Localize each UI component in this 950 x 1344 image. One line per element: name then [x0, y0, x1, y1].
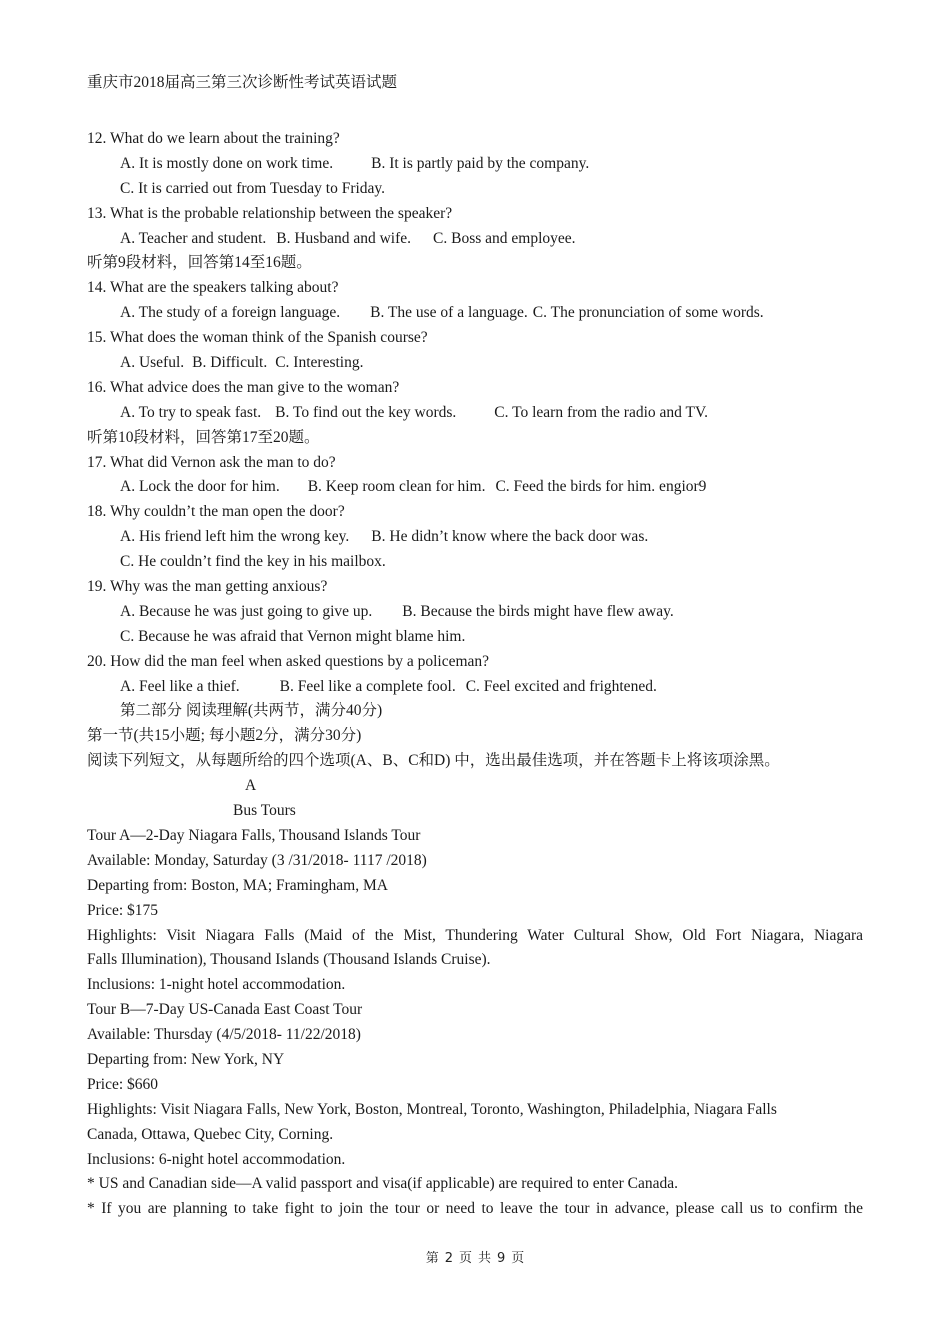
page-header: 重庆市2018届高三第三次诊断性考试英语试题	[87, 74, 398, 91]
question-12-option-c: C. It is carried out from Tuesday to Friday.	[120, 179, 386, 197]
option: B. Husband and wife.	[276, 229, 412, 247]
question-17-options	[87, 475, 863, 500]
option: A. The study of a foreign language.	[120, 304, 341, 322]
tour-a-highlights-line-2: Falls Illumination), Thousand Islands (Thousand Islands Cruise).	[87, 951, 491, 969]
tour-b-departing: Departing from: New York, NY	[87, 1050, 285, 1068]
question-15: 15. What does the woman think of the Spanish course?	[87, 329, 428, 347]
option: B. Feel like a complete fool.	[279, 677, 456, 695]
option: A. It is mostly done on work time.	[120, 154, 334, 172]
question-15-options	[87, 351, 863, 376]
option: C. Interesting.	[275, 354, 364, 372]
section-9-heading: 听第9段材料，回答第14至16题。	[87, 254, 312, 272]
current-page-number: 2	[444, 1251, 453, 1266]
question-14-options	[87, 301, 863, 326]
question-20-options	[87, 675, 863, 700]
option: A. Useful.	[120, 354, 185, 372]
option: C. The pronunciation of some words.	[532, 304, 764, 322]
question-19-option-c: C. Because he was afraid that Vernon might blame him.	[120, 627, 466, 645]
option: C. Boss and employee.	[433, 229, 576, 247]
option: B. The use of a language.	[370, 304, 528, 322]
option: B. It is partly paid by the company.	[371, 154, 590, 172]
section-1-heading: 第一节(共15小题; 每小题2分，满分30分)	[87, 727, 362, 745]
section-10-heading: 听第10段材料，回答第17至20题。	[87, 428, 320, 446]
option: B. Difficult.	[192, 354, 268, 372]
tour-b-highlights-line-1: Highlights: Visit Niagara Falls, New York, Boston, Montreal, Toronto, Washington, Philadelphia, Niagara Falls	[87, 1100, 777, 1118]
option: C. Feed the birds for him. engior9	[495, 478, 707, 496]
tour-b-price: Price: $660	[87, 1075, 159, 1093]
question-16: 16. What advice does the man give to the woman?	[87, 378, 400, 396]
option: A. Teacher and student.	[120, 229, 267, 247]
page-footer	[0, 1247, 950, 1266]
passage-label: A	[245, 777, 257, 795]
question-16-options	[87, 401, 863, 426]
option: A. His friend left him the wrong key.	[120, 528, 350, 546]
question-12-options	[87, 152, 863, 177]
question-13: 13. What is the probable relationship between the speaker?	[87, 204, 453, 222]
question-18: 18. Why couldn’t the man open the door?	[87, 503, 345, 521]
tour-b-highlights-line-2: Canada, Ottawa, Quebec City, Corning.	[87, 1125, 334, 1143]
tour-a-departing: Departing from: Boston, MA; Framingham, MA	[87, 876, 388, 894]
option: B. Because the birds might have flew away.	[402, 602, 674, 620]
reading-instructions: 阅读下列短文，从每题所给的四个选项(A、B、C和D) 中，选出最佳选项，并在答题卡上将该项涂黑。	[87, 752, 780, 770]
exam-content	[87, 127, 863, 1222]
tour-b-available: Available: Thursday (4/5/2018- 11/22/2018)	[87, 1026, 361, 1044]
total-page-count: 9	[497, 1251, 506, 1266]
tour-a-title: Tour A—2-Day Niagara Falls, Thousand Islands Tour	[87, 826, 421, 844]
tour-b-inclusions: Inclusions: 6-night hotel accommodation.	[87, 1150, 346, 1168]
tour-b-title: Tour B—7-Day US-Canada East Coast Tour	[87, 1001, 363, 1019]
note-flight: * If you are planning to take fight to join the tour or need to leave the tour in advance, please call us to confirm the	[87, 1200, 863, 1218]
footer-text: 共	[478, 1251, 492, 1266]
option: B. Keep room clean for him.	[307, 478, 486, 496]
tour-a-price: Price: $175	[87, 901, 159, 919]
question-20: 20. How did the man feel when asked questions by a policeman?	[87, 652, 490, 670]
option: A. Lock the door for him.	[120, 478, 280, 496]
tour-a-inclusions: Inclusions: 1-night hotel accommodation.	[87, 976, 346, 994]
question-18-options	[87, 525, 863, 550]
question-17: 17. What did Vernon ask the man to do?	[87, 453, 336, 471]
option: A. To try to speak fast.	[120, 403, 262, 421]
note-passport: * US and Canadian side—A valid passport and visa(if applicable) are required to enter Canada.	[87, 1175, 678, 1193]
option: A. Feel like a thief.	[120, 677, 240, 695]
question-18-option-c: C. He couldn’t find the key in his mailbox.	[120, 553, 386, 571]
question-19-options	[87, 600, 863, 625]
question-19: 19. Why was the man getting anxious?	[87, 578, 328, 596]
question-12: 12. What do we learn about the training?	[87, 130, 340, 147]
question-14: 14. What are the speakers talking about?	[87, 279, 339, 297]
footer-text: 页	[511, 1251, 525, 1266]
footer-text: 页	[458, 1251, 472, 1266]
option: B. He didn’t know where the back door was.	[371, 528, 649, 546]
tour-a-available: Available: Monday, Saturday (3 /31/2018- 1117 /2018)	[87, 851, 427, 869]
option: C. Feel excited and frightened.	[465, 677, 657, 695]
question-13-options	[87, 227, 863, 252]
passage-title: Bus Tours	[233, 802, 296, 820]
tour-a-highlights-line-1: Highlights: Visit Niagara Falls (Maid of the Mist, Thundering Water Cultural Show, Old Fort Niagara, Niagara	[87, 926, 863, 944]
option: B. To find out the key words.	[275, 403, 457, 421]
option: C. To learn from the radio and TV.	[494, 403, 709, 421]
part-2-heading: 第二部分 阅读理解(共两节，满分40分)	[120, 702, 383, 720]
option: A. Because he was just going to give up.	[120, 602, 373, 620]
footer-text: 第	[425, 1251, 439, 1266]
